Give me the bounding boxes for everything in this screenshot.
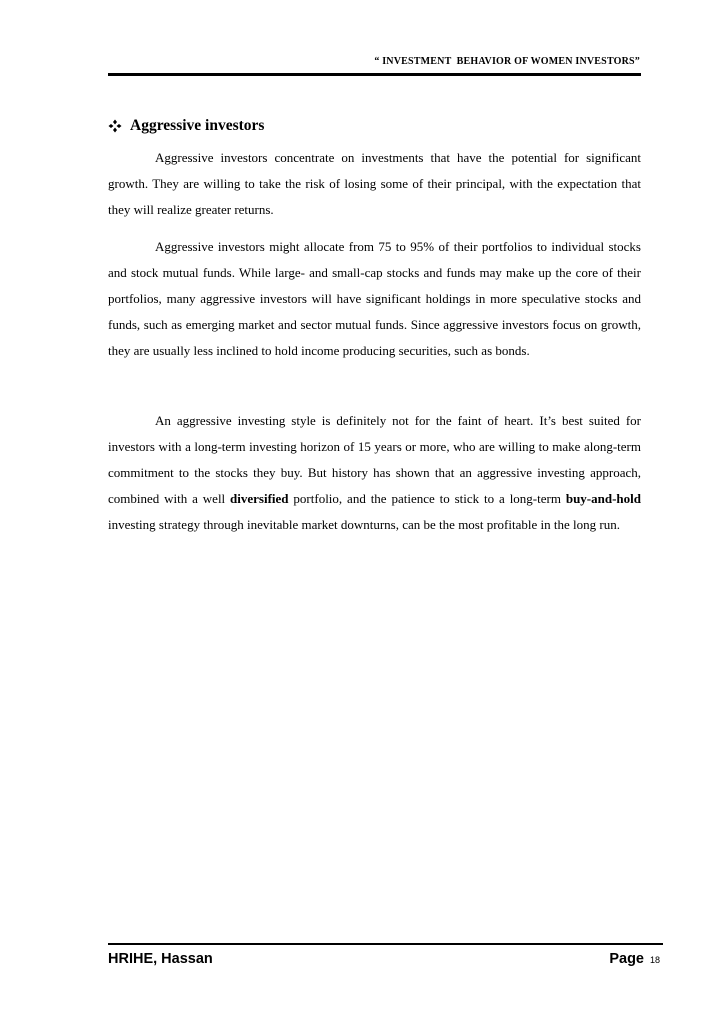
paragraph-2-text: Aggressive investors might allocate from 75 to 95% of their portfolios to individual stocks and stock mutual funds. While large- and small-cap stocks and funds may make up the core of their portfolios, many aggressive investors will have significant holdings in more speculative stocks and funds, such as emerging market and sector mutual funds. Since aggressive investors focus on growth, they are usually less inclined to hold income producing securities, such as bonds. — [108, 239, 641, 358]
paragraph-3-part-3: investing strategy through inevitable market downturns, can be the most profitable in the long run. — [108, 517, 620, 532]
term-buy-and-hold: buy-and-hold — [565, 491, 641, 506]
term-diversified: diversified — [230, 491, 289, 506]
header-title: “ INVESTMENT BEHAVIOR OF WOMEN INVESTORS” — [374, 56, 640, 67]
footer-rule — [108, 943, 663, 945]
paragraph-3 — [108, 408, 641, 538]
paragraph-3-part-1: An aggressive investing style is definitely not for the faint of heart. It’s best suited for investors with a long-term investing horizon of 15 years or more, who are willing to make along-term commitment to the stocks they buy. But history has shown that an aggressive investing approach, combined with a well — [108, 413, 641, 506]
footer-page-label: Page — [609, 951, 644, 967]
paragraph-3-text — [108, 408, 641, 538]
paragraph-1-text: Aggressive investors concentrate on investments that have the potential for significant growth. They are willing to take the risk of losing some of their principal, with the expectation that they will realize greater returns. — [108, 150, 641, 217]
paragraph-3-part-2: portfolio, and the patience to stick to a long-term — [288, 491, 566, 506]
header-rule — [108, 73, 641, 76]
footer-page-number: 18 — [649, 955, 660, 965]
section-heading-text: Aggressive investors — [130, 117, 265, 134]
footer-author: HRIHE, Hassan — [108, 951, 213, 967]
four-diamond-bullet-icon — [108, 119, 122, 133]
paragraph-2 — [108, 234, 641, 364]
paragraph-1 — [108, 145, 641, 223]
section-heading — [108, 117, 264, 135]
